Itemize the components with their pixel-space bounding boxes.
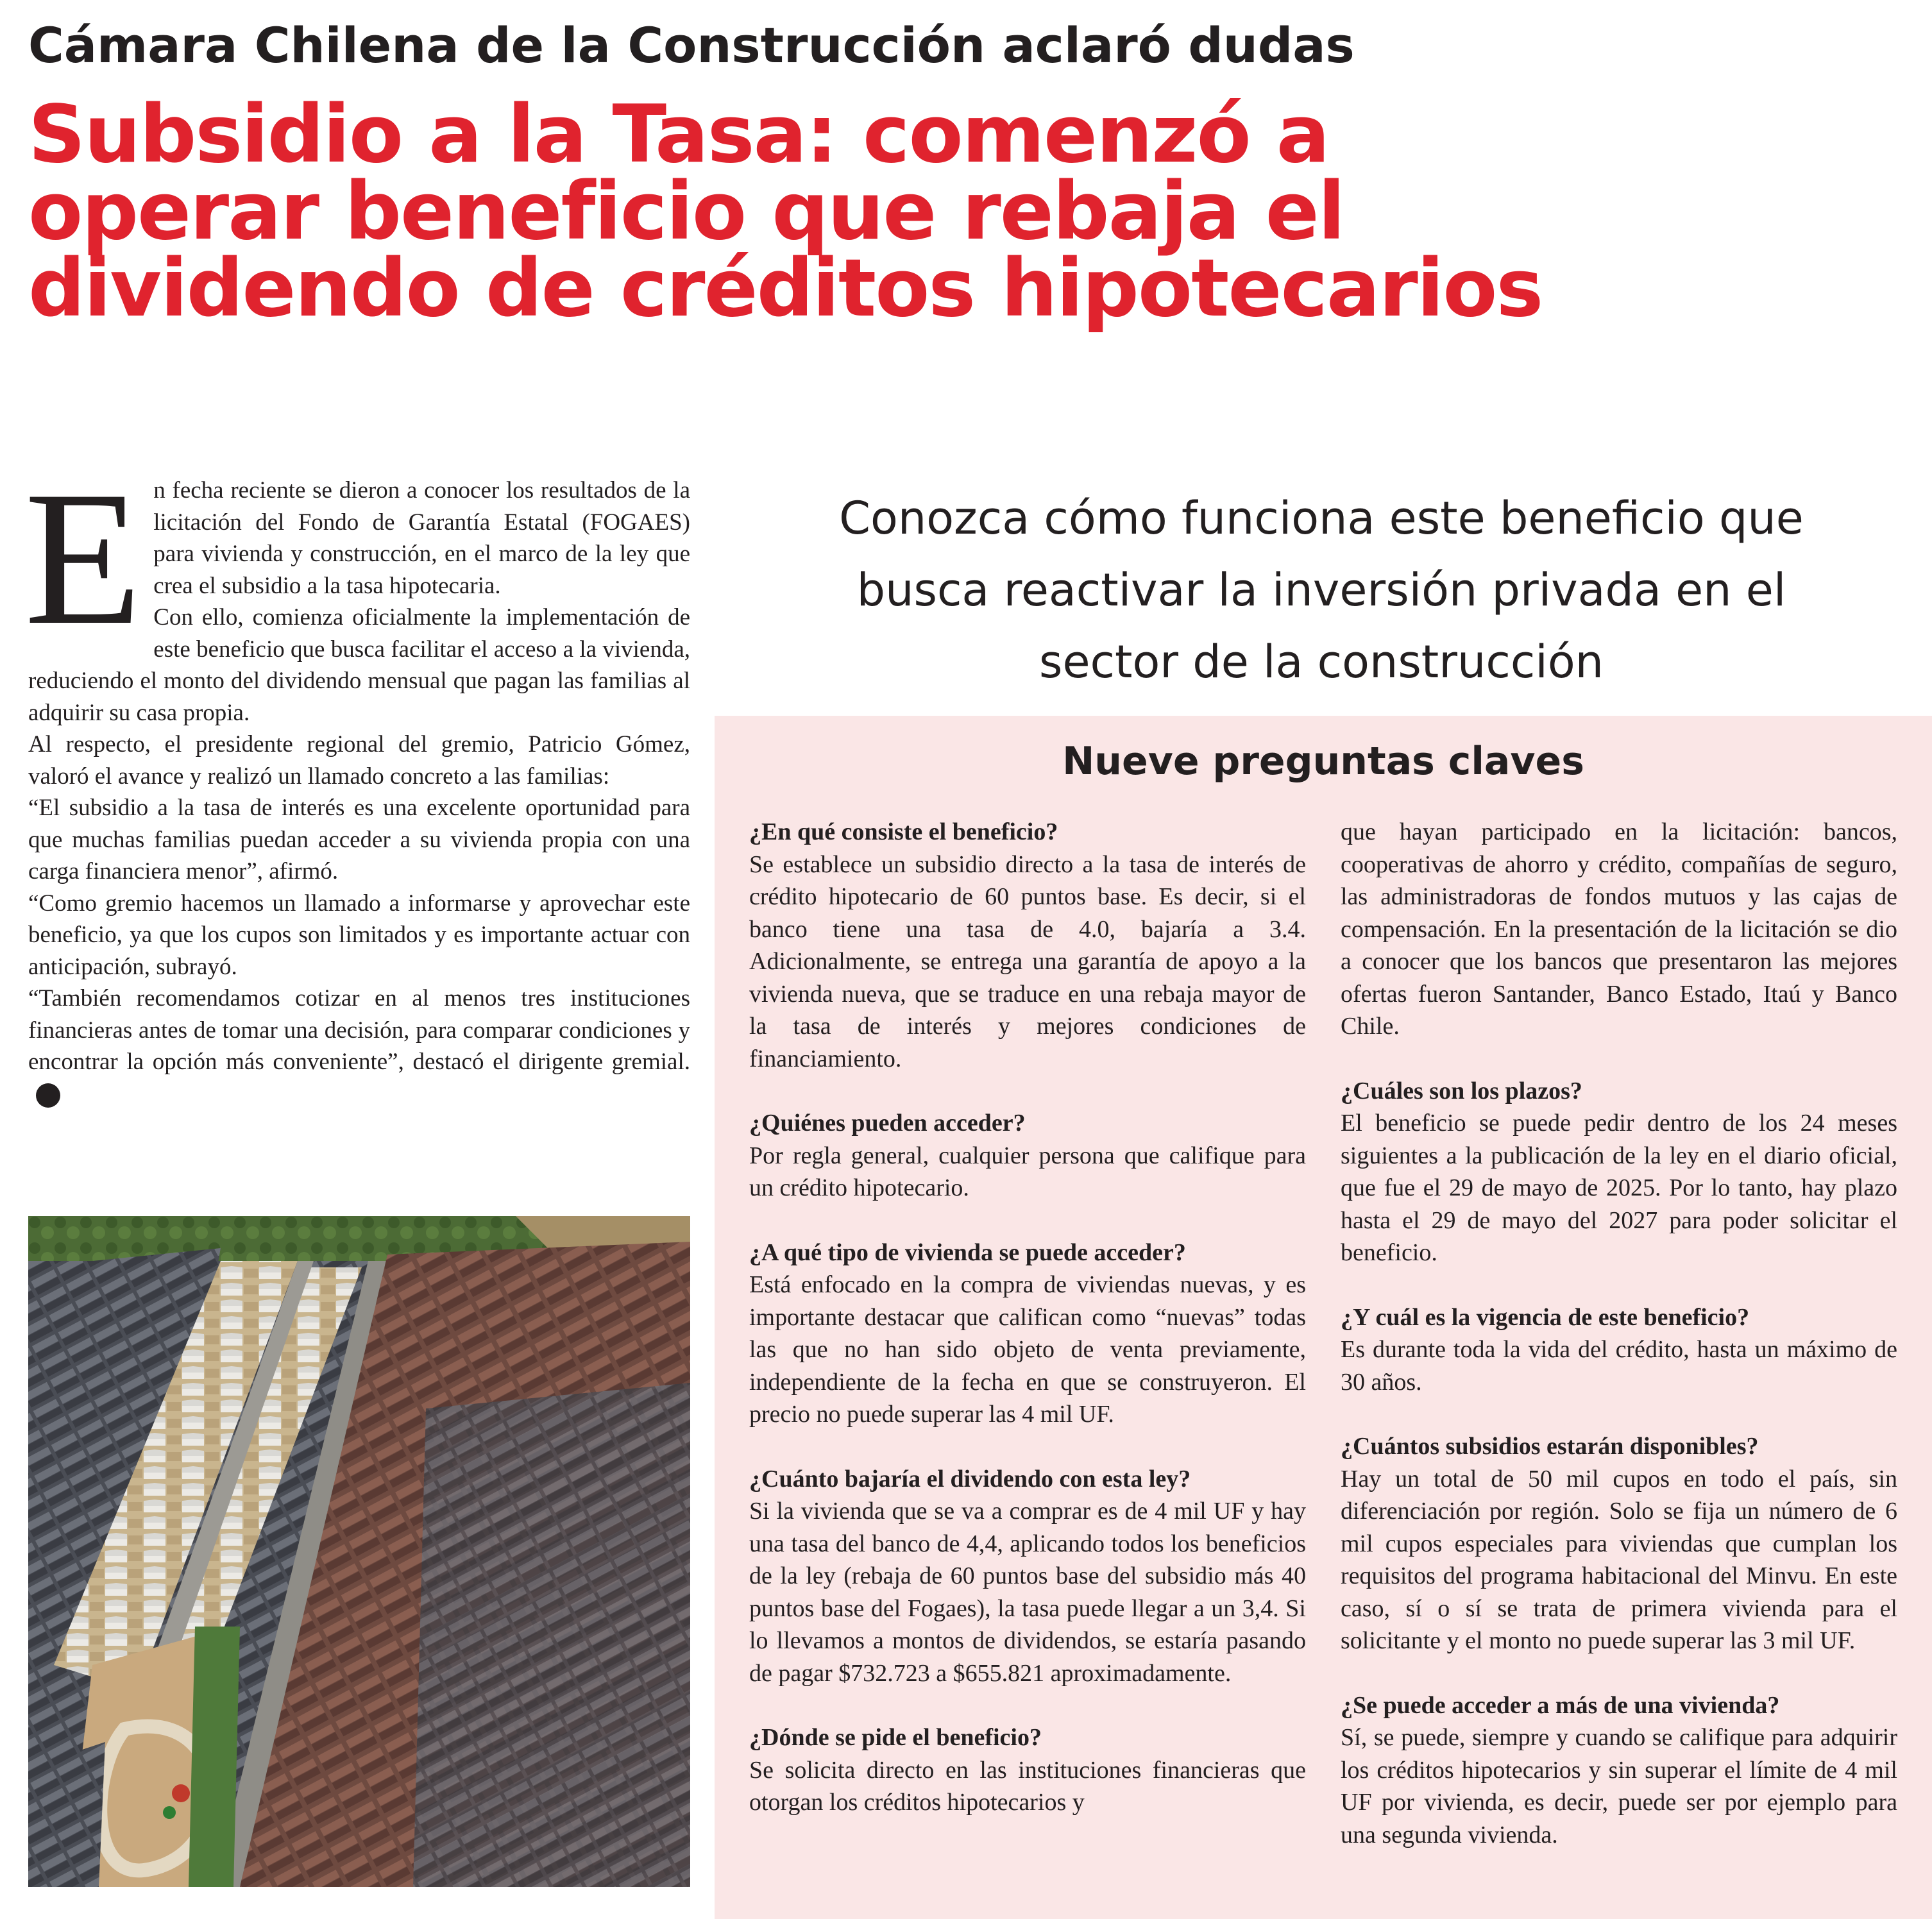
faq-item — [1341, 1689, 1897, 1852]
faq-item — [1341, 816, 1897, 1043]
faq-item — [749, 1721, 1306, 1819]
faq-question: ¿A qué tipo de vivienda se puede acceder? — [749, 1238, 1186, 1266]
faq-title: Nueve preguntas claves — [1062, 739, 1584, 784]
faq-question: ¿Cuáles son los plazos? — [1341, 1077, 1582, 1104]
faq-answer: que hayan participado en la licitación: bancos, cooperativas de ahorro y crédito, compañías de seguro, las administradoras de fondos mutuos y las cajas de compensación. En la presentación de la licitación se dio a conocer que los bancos que presentaron las mejores ofertas fueron Santander, Banco Estado, Itaú y Banco Chile. — [1341, 818, 1897, 1040]
intro-paragraph — [28, 983, 690, 1110]
faq-question: ¿Se puede acceder a más de una vivienda? — [1341, 1691, 1780, 1719]
faq-item — [749, 1107, 1306, 1205]
faq-question: ¿Quiénes pueden acceder? — [749, 1110, 1026, 1137]
intro-paragraph-text: “También recomendamos cotizar en al menos tres instituciones financieras antes de tomar una decisión, para comparar condiciones y encontrar la opción más conveniente”, destacó el dirigente gremial. — [28, 985, 690, 1075]
faq-question: ¿Y cuál es la vigencia de este beneficio? — [1341, 1303, 1750, 1331]
faq-question: ¿Dónde se pide el beneficio? — [749, 1724, 1042, 1751]
faq-question: ¿En qué consiste el beneficio? — [749, 818, 1058, 845]
faq-question: ¿Cuántos subsidios estarán disponibles? — [1341, 1433, 1759, 1460]
intro-paragraph: n fecha reciente se dieron a conocer los resultados de la licitación del Fondo de Garantía Estatal (FOGAES) para vivienda y construcción, en el marco de la ley que crea el subsidio a la tasa hipotecaria. — [153, 477, 690, 599]
headline-line: Subsidio a la Tasa: comenzó a — [28, 89, 1329, 181]
drop-cap: E — [24, 452, 142, 664]
faq-box — [715, 716, 1932, 1919]
headline-line: dividendo de créditos hipotecarios — [28, 242, 1543, 335]
headline-line: operar beneficio que rebaja el — [28, 165, 1344, 258]
intro-paragraph: “Como gremio hacemos un llamado a informarse y aprovechar este beneficio, ya que los cupos son limitados y es importante actuar con anticipación, subrayó. — [28, 890, 690, 980]
subheadline-line: sector de la construcción — [1038, 636, 1604, 688]
headline — [28, 89, 1888, 335]
aerial-housing-photo — [28, 1216, 690, 1887]
subheadline-line: busca reactivar la inversión privada en el — [856, 564, 1786, 616]
subheadline-line: Conozca cómo funciona este beneficio que — [839, 492, 1804, 545]
intro-column — [24, 452, 690, 1110]
faq-answer: Está enfocado en la compra de viviendas nuevas, y es importante destacar que califican como “nuevas” todas las que no han sido objeto de venta previamente, independiente de la fecha en que se construyeron. El precio no puede superar las 4 mil UF. — [749, 1271, 1306, 1428]
faq-answer: Hay un total de 50 mil cupos en todo el país, sin diferenciación por región. Solo se fija un número de 6 mil cupos especiales para viviendas que cumplan los requisitos del programa habitacional del Minvu. En este caso, sí o sí se trata de primera vivienda para el solicitante y el monto no puede superar las 3 mil UF. — [1341, 1465, 1897, 1654]
aerial-housing-illustration — [28, 1216, 690, 1887]
intro-paragraph: “El subsidio a la tasa de interés es una excelente oportunidad para que muchas familias puedan acceder a su vivienda propia con una carga financiera menor”, afirmó. — [28, 795, 690, 884]
subheadline — [731, 482, 1911, 698]
faq-answer: Por regla general, cualquier persona que califique para un crédito hipotecario. — [749, 1142, 1306, 1201]
intro-paragraph: Con ello, comienza oficialmente la implementación de este beneficio que busca facilitar el acceso a la vivienda, reduciendo el monto del dividendo mensual que pagan las familias al adquirir su casa propia. — [28, 604, 690, 726]
faq-item — [1341, 1301, 1897, 1399]
faq-column-right — [1341, 816, 1897, 1851]
faq-column-left — [749, 816, 1306, 1819]
faq-answer: Sí, se puede, siempre y cuando se califique para adquirir los créditos hipotecarios y sin superar el límite de 4 mil UF por vivienda, es decir, puede ser por ejemplo para una segunda vivienda. — [1341, 1724, 1897, 1848]
faq-item — [749, 1463, 1306, 1690]
faq-item — [1341, 1430, 1897, 1657]
faq-question: ¿Cuánto bajaría el dividendo con esta ley? — [749, 1465, 1191, 1492]
faq-answer: Se establece un subsidio directo a la tasa de interés de crédito hipotecario de 60 puntos base. Es decir, si el banco tiene una tasa de 4.0, bajaría a 3.4. Adicionalmente, se entrega una garantía de apoyo a la vivienda nueva, que se traduce en una rebaja mayor de la tasa de interés y mejores condiciones de financiamiento. — [749, 850, 1306, 1072]
faq-answer: Es durante toda la vida del crédito, hasta un máximo de 30 años. — [1341, 1336, 1897, 1396]
kicker: Cámara Chilena de la Construcción aclaró dudas — [28, 17, 1355, 74]
end-mark-icon — [36, 1083, 60, 1108]
faq-answer: Se solicita directo en las instituciones financieras que otorgan los créditos hipotecarios y — [749, 1756, 1306, 1816]
intro-paragraph: Al respecto, el presidente regional del gremio, Patricio Gómez, valoró el avance y realizó un llamado concreto a las familias: — [28, 731, 690, 790]
faq-item — [749, 1237, 1306, 1431]
faq-item — [749, 816, 1306, 1075]
faq-answer: Si la vivienda que se va a comprar es de 4 mil UF y hay una tasa del banco de 4,4, aplicando todos los beneficios de la ley (rebaja de 60 puntos base del subsidio más 40 puntos base del Fogaes), la tasa puede llegar a un 3,4. Si lo llevamos a montos de dividendos, se estaría pasando de pagar $732.723 a $655.821 aproximadamente. — [749, 1498, 1306, 1687]
faq-item — [1341, 1075, 1897, 1269]
faq-answer: El beneficio se puede pedir dentro de los 24 meses siguientes a la publicación de la ley en el diario oficial, que fue el 29 de mayo de 2025. Por lo tanto, hay plazo hasta el 29 de mayo del 2027 para poder solicitar el beneficio. — [1341, 1110, 1897, 1266]
